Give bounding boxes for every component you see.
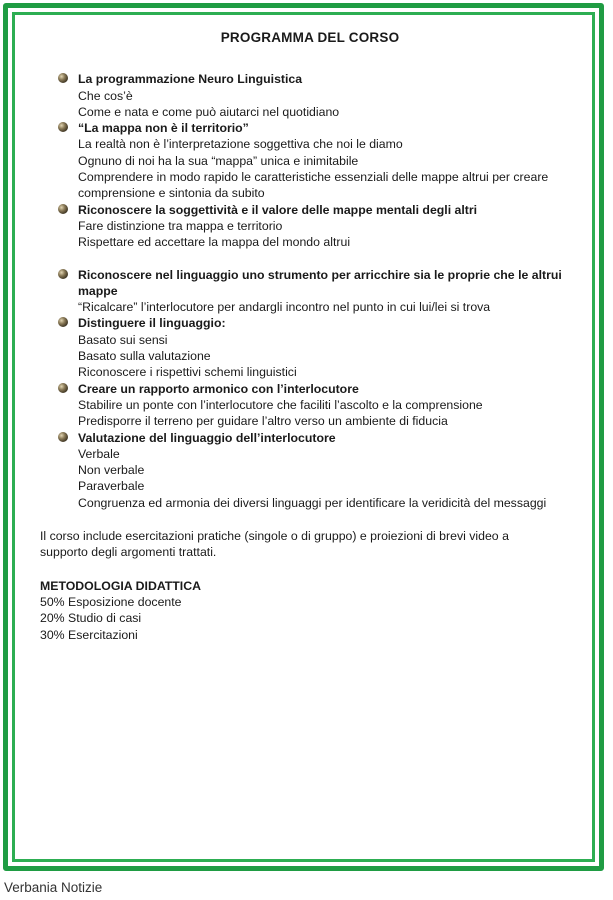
topic-heading: Valutazione del linguaggio dell’interlocutore xyxy=(78,430,336,445)
bullet-icon xyxy=(58,73,68,83)
topic-subitem: Predisporre il terreno per guidare l’altro verso un ambiente di fiducia xyxy=(78,414,448,429)
topic-heading: La programmazione Neuro Linguistica xyxy=(78,72,303,87)
bullet-icon xyxy=(58,269,68,279)
topic-heading: Riconoscere la soggettività e il valore delle mappe mentali degli altri xyxy=(78,202,478,217)
topic-item xyxy=(40,430,580,511)
spacer xyxy=(40,251,580,267)
topic-subitem: Riconoscere i rispettivi schemi linguistici xyxy=(78,365,297,380)
topic-subitem: Non verbale xyxy=(78,463,145,478)
bullet-icon xyxy=(58,204,68,214)
bullet-icon xyxy=(58,432,68,442)
description-line: supporto degli argomenti trattati. xyxy=(40,545,217,560)
topic-heading: “La mappa non è il territorio” xyxy=(78,121,249,136)
topic-subitem: Basato sulla valutazione xyxy=(78,349,211,364)
topic-heading: Creare un rapporto armonico con l’interlocutore xyxy=(78,381,359,396)
topic-item xyxy=(40,381,580,430)
course-program xyxy=(40,30,580,643)
topic-subitem: “Ricalcare” l’interlocutore per andargli incontro nel punto in cui lui/lei si trova xyxy=(78,300,491,315)
topic-item xyxy=(40,315,580,380)
topic-heading: Riconoscere nel linguaggio uno strumento per arricchire sia le proprie che le altrui xyxy=(78,267,562,282)
course-description xyxy=(40,528,580,561)
topic-subitem: Verbale xyxy=(78,446,120,461)
topic-subitem: La realtà non è l’interpretazione soggettiva che noi le diamo xyxy=(78,137,403,152)
topic-subitem: Comprendere in modo rapido le caratteristiche essenziali delle mappe altrui per creare xyxy=(78,170,549,185)
topic-item xyxy=(40,120,580,201)
methodology-item: 30% Esercitazioni xyxy=(40,627,138,642)
topic-subitem: Come e nata e come può aiutarci nel quotidiano xyxy=(78,104,340,119)
topic-subitem: Rispettare ed accettare la mappa del mondo altrui xyxy=(78,235,351,250)
topic-subitem: Congruenza ed armonia dei diversi linguaggi per identificare la veridicità del messaggi xyxy=(78,495,547,510)
document-title: PROGRAMMA DEL CORSO xyxy=(220,30,400,45)
methodology-title: METODOLOGIA DIDATTICA xyxy=(40,578,201,593)
topic-subitem: Fare distinzione tra mappa e territorio xyxy=(78,218,283,233)
topic-heading: Distinguere il linguaggio: xyxy=(78,316,226,331)
bullet-icon xyxy=(58,383,68,393)
topic-subitem: comprensione e sintonia da subito xyxy=(78,186,265,201)
bullet-icon xyxy=(58,122,68,132)
topic-subitem: Che cos’è xyxy=(78,88,133,103)
topic-subitem: Stabilire un ponte con l’interlocutore che faciliti l’ascolto e la comprensione xyxy=(78,397,483,412)
methodology-item: 20% Studio di casi xyxy=(40,611,142,626)
methodology-item: 50% Esposizione docente xyxy=(40,594,182,609)
topic-subitem: Basato sui sensi xyxy=(78,332,168,347)
topic-item xyxy=(40,202,580,251)
bullet-icon xyxy=(58,317,68,327)
topic-item xyxy=(40,71,580,120)
topic-heading-continued: mappe xyxy=(78,283,118,298)
description-line: Il corso include esercitazioni pratiche (singole o di gruppo) e proiezioni di brevi video a xyxy=(40,529,509,544)
methodology-section xyxy=(40,578,580,643)
topic-subitem: Ognuno di noi ha la sua “mappa” unica e inimitabile xyxy=(78,153,359,168)
source-caption: Verbania Notizie xyxy=(4,880,103,895)
topic-subitem: Paraverbale xyxy=(78,479,145,494)
topic-item xyxy=(40,267,580,316)
topic-list xyxy=(40,71,580,511)
